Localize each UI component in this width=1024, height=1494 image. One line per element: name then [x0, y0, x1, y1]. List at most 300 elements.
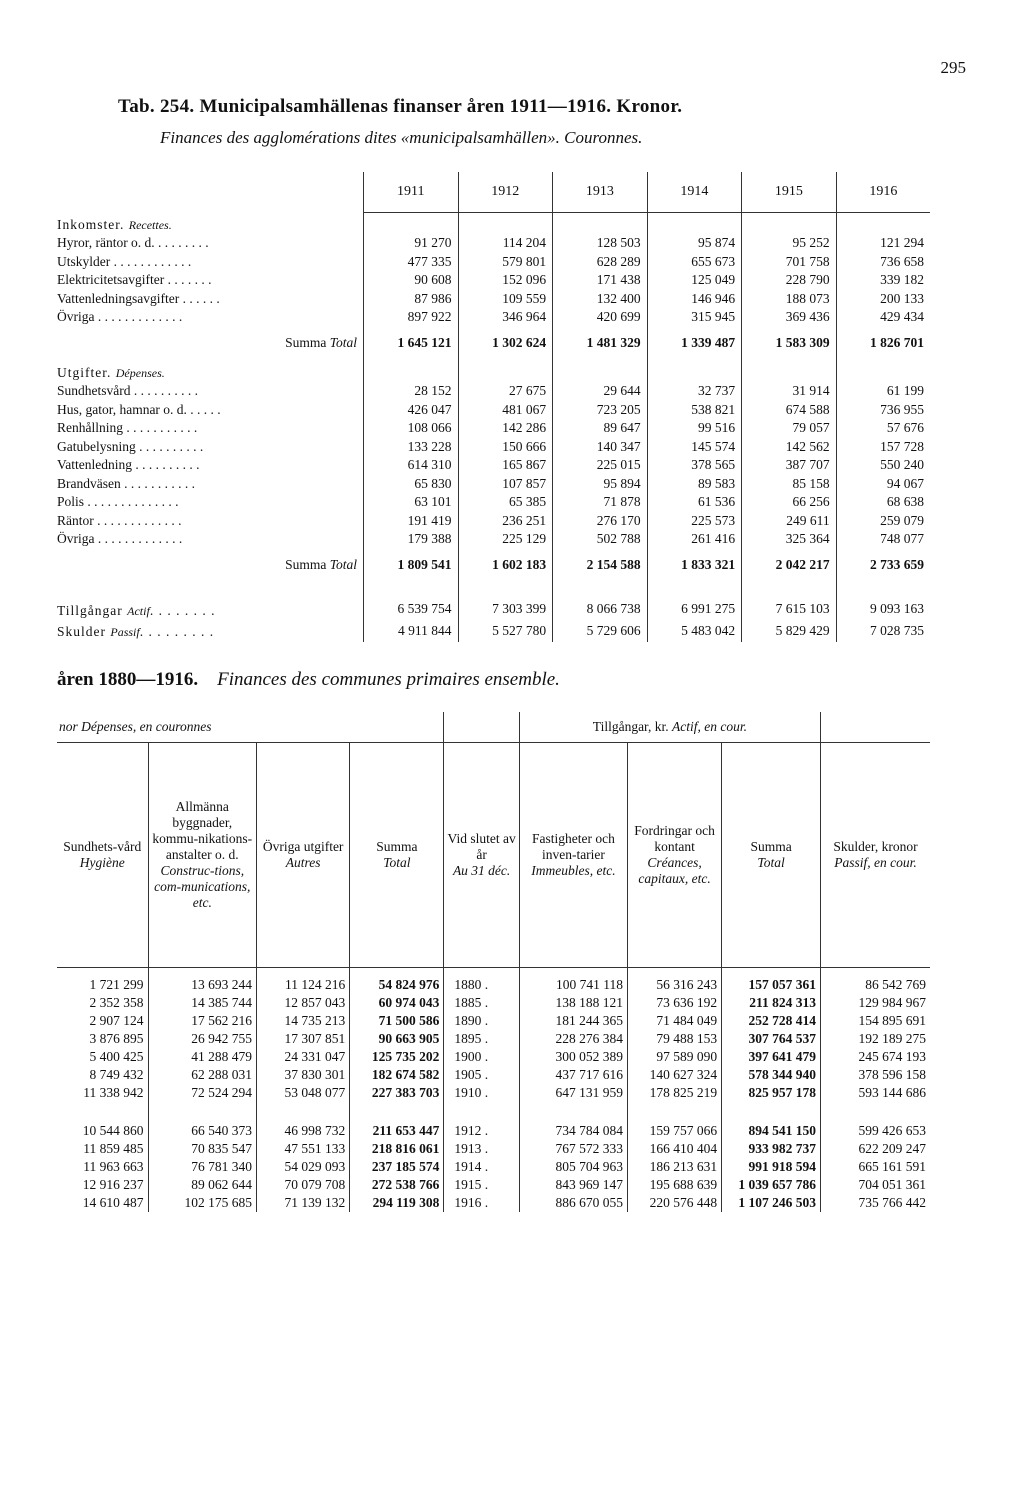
debts-group-header	[820, 712, 930, 743]
value-cell: 8 749 432	[89, 1067, 144, 1082]
spacer-row	[57, 583, 930, 599]
year-cell: 1914 .	[444, 1158, 519, 1176]
column-header-fr: Construc-tions, com-munications, etc.	[154, 863, 251, 910]
value-cell: 655 673	[647, 253, 742, 272]
value-cell: 99 516	[647, 419, 742, 438]
value-cell: 825 957 178	[722, 1084, 821, 1102]
value-cell: 71 484 049	[628, 1012, 722, 1030]
income-heading-label	[57, 213, 364, 235]
value-cell: 704 051 361	[820, 1176, 930, 1194]
spacer	[519, 1102, 627, 1114]
value-cell: 300 052 389	[519, 1048, 627, 1066]
row-label: Elektricitetsavgifter . . . . . . .	[57, 272, 212, 287]
value-cell: 665 161 591	[820, 1158, 930, 1176]
value-cell: 181 244 365	[519, 1012, 627, 1030]
value-cell: 5 829 429	[742, 620, 837, 642]
year-cell: 1912 .	[444, 1114, 519, 1140]
spacer	[444, 1102, 519, 1114]
value-cell: 54 824 976	[350, 968, 444, 995]
year-cell: 1910 .	[444, 1084, 519, 1102]
value-cell: 71 878	[553, 493, 648, 512]
empty-cell	[364, 213, 459, 235]
value-cell: 674 588	[742, 401, 837, 420]
value-cell: 736 658	[836, 253, 930, 272]
value-cell: 378 565	[647, 456, 742, 475]
value-cell: 61 199	[836, 382, 930, 401]
value-cell: 225 573	[647, 512, 742, 531]
row-label: Vattenledningsavgifter . . . . . .	[57, 290, 220, 306]
spacer	[364, 583, 459, 599]
value-cell: 89 647	[553, 419, 648, 438]
table-row	[57, 456, 930, 475]
income-heading-sv: Inkomster.	[57, 216, 125, 232]
value-cell: 56 316 243	[628, 968, 722, 995]
value-cell: 61 536	[647, 493, 742, 512]
total-label: Total	[329, 335, 357, 351]
group-header-row	[57, 712, 930, 743]
value-cell: 736 955	[836, 401, 930, 420]
value-cell: 2 352 358	[89, 995, 144, 1010]
column-header	[350, 743, 444, 968]
table-row	[57, 493, 930, 512]
spacer	[57, 1102, 148, 1114]
table-row	[57, 475, 930, 494]
empty-cell	[364, 361, 459, 383]
expense-total-row-label	[57, 549, 364, 583]
value-cell: 225 129	[458, 530, 553, 549]
value-cell: 805 704 963	[519, 1158, 627, 1176]
value-cell: 133 228	[364, 438, 459, 457]
spacer	[148, 1102, 256, 1114]
empty-cell	[458, 213, 553, 235]
value-cell: 12 857 043	[256, 994, 349, 1012]
column-header	[820, 743, 930, 968]
spacer	[350, 1102, 444, 1114]
value-cell: 211 824 313	[722, 994, 821, 1012]
year-cell: 1905 .	[444, 1066, 519, 1084]
value-cell: 53 048 077	[256, 1084, 349, 1102]
value-cell: 100 741 118	[519, 968, 627, 995]
year-cell: 1890 .	[444, 1012, 519, 1030]
value-cell: 142 562	[742, 438, 837, 457]
value-cell: 138 188 121	[519, 994, 627, 1012]
value-cell: 85 158	[742, 475, 837, 494]
empty-cell	[836, 213, 930, 235]
value-cell: 66 540 373	[148, 1114, 256, 1140]
column-header-sv: Summa	[376, 839, 418, 854]
spacer	[256, 1102, 349, 1114]
value-cell: 11 124 216	[256, 968, 349, 995]
column-header-sv: Vid slutet av år	[447, 831, 516, 862]
value-cell: 307 764 537	[722, 1030, 821, 1048]
column-header-fr: Au 31 déc.	[452, 863, 511, 878]
column-header-fr: Hygiène	[79, 855, 125, 870]
assets-group-header	[519, 712, 820, 743]
table-row	[57, 968, 930, 995]
total-cell: 1 833 321	[647, 549, 742, 583]
value-cell: 886 670 055	[519, 1194, 627, 1212]
table-row	[57, 994, 930, 1012]
table-row	[57, 1140, 930, 1158]
value-cell: 6 991 275	[647, 599, 742, 621]
assets-row-dots: . . . . . . . .	[149, 602, 216, 618]
value-cell: 426 047	[364, 401, 459, 420]
value-cell: 26 942 755	[148, 1030, 256, 1048]
value-cell: 17 562 216	[148, 1012, 256, 1030]
value-cell: 32 737	[647, 382, 742, 401]
value-cell: 102 175 685	[148, 1194, 256, 1212]
value-cell: 114 204	[458, 234, 553, 253]
value-cell: 1 039 657 786	[722, 1176, 821, 1194]
value-cell: 220 576 448	[628, 1194, 722, 1212]
page-number: 295	[940, 58, 966, 77]
value-cell: 91 270	[364, 234, 459, 253]
value-cell: 245 674 193	[820, 1048, 930, 1066]
value-cell: 225 015	[553, 456, 648, 475]
table-row	[57, 382, 930, 401]
expense-heading	[57, 361, 930, 383]
value-cell: 933 982 737	[722, 1140, 821, 1158]
value-cell: 37 830 301	[256, 1066, 349, 1084]
table-row	[57, 1114, 930, 1140]
table-subtitle: Finances des agglomérations dites «municipalsamhällen». Couronnes.	[160, 128, 643, 147]
assets-row-fr: Actif	[127, 603, 150, 618]
value-cell: 477 335	[364, 253, 459, 272]
value-cell: 429 434	[836, 308, 930, 327]
spacer	[553, 583, 648, 599]
value-cell: 186 213 631	[628, 1158, 722, 1176]
debts-row-fr: Passif	[110, 625, 140, 639]
value-cell: 735 766 442	[820, 1194, 930, 1212]
value-cell: 211 653 447	[350, 1114, 444, 1140]
value-cell: 62 288 031	[148, 1066, 256, 1084]
value-cell: 10 544 860	[82, 1123, 144, 1138]
empty-cell	[742, 213, 837, 235]
value-cell: 97 589 090	[628, 1048, 722, 1066]
value-cell: 140 347	[553, 438, 648, 457]
income-heading	[57, 213, 930, 235]
value-cell: 5 527 780	[458, 620, 553, 642]
value-cell: 17 307 851	[256, 1030, 349, 1048]
value-cell: 9 093 163	[836, 599, 930, 621]
value-cell: 237 185 574	[350, 1158, 444, 1176]
column-header-fr: Immeubles, etc.	[531, 863, 616, 878]
spacer	[836, 583, 930, 599]
value-cell: 89 062 644	[148, 1176, 256, 1194]
value-cell: 132 400	[553, 290, 648, 309]
income-total-row	[57, 327, 930, 361]
value-cell: 165 867	[458, 456, 553, 475]
value-cell: 259 079	[836, 512, 930, 531]
value-cell: 107 857	[458, 475, 553, 494]
assets-row-sv: Tillgångar	[57, 602, 123, 618]
value-cell: 159 757 066	[628, 1114, 722, 1140]
value-cell: 1 107 246 503	[722, 1194, 821, 1212]
value-cell: 86 542 769	[820, 968, 930, 995]
value-cell: 195 688 639	[628, 1176, 722, 1194]
value-cell: 90 663 905	[350, 1030, 444, 1048]
spacer	[57, 583, 364, 599]
value-cell: 87 986	[364, 290, 459, 309]
year-header: 1916	[836, 172, 930, 213]
expense-heading-label	[57, 361, 364, 383]
row-label: Gatubelysning . . . . . . . . . .	[57, 438, 204, 454]
value-cell: 27 675	[458, 382, 553, 401]
value-cell: 11 859 485	[83, 1141, 144, 1156]
value-cell: 294 119 308	[350, 1194, 444, 1212]
column-header-fr: Autres	[285, 855, 321, 870]
value-cell: 41 288 479	[148, 1048, 256, 1066]
table-row	[57, 1158, 930, 1176]
value-cell: 11 338 942	[83, 1085, 144, 1100]
column-header	[148, 743, 256, 968]
value-cell: 578 344 940	[722, 1066, 821, 1084]
value-cell: 622 209 247	[820, 1140, 930, 1158]
table-row	[57, 234, 930, 253]
table-row	[57, 308, 930, 327]
value-cell: 593 144 686	[820, 1084, 930, 1102]
column-header	[57, 743, 148, 968]
debts-row-label	[57, 620, 364, 642]
table-title: Tab. 254. Municipalsamhällenas finanser åren 1911—1916. Kronor.	[118, 96, 683, 117]
year-cell: 1885 .	[444, 994, 519, 1012]
table-row	[57, 1176, 930, 1194]
value-cell: 369 436	[742, 308, 837, 327]
spacer	[722, 1102, 821, 1114]
value-cell: 125 735 202	[350, 1048, 444, 1066]
value-cell: 71 500 586	[350, 1012, 444, 1030]
total-label: Total	[329, 557, 357, 573]
value-cell: 66 256	[742, 493, 837, 512]
value-cell: 65 385	[458, 493, 553, 512]
year-header: 1915	[742, 172, 837, 213]
value-cell: 218 816 061	[350, 1140, 444, 1158]
total-cell: 1 481 329	[553, 327, 648, 361]
value-cell: 90 608	[364, 271, 459, 290]
total-cell: 2 733 659	[836, 549, 930, 583]
value-cell: 63 101	[364, 493, 459, 512]
value-cell: 843 969 147	[519, 1176, 627, 1194]
table-row	[57, 271, 930, 290]
value-cell: 200 133	[836, 290, 930, 309]
column-header-sv: Allmänna byggnader, kommu-nikations-anstalter o. d.	[152, 799, 253, 862]
row-label: Hyror, räntor o. d. . . . . . . . .	[57, 235, 209, 250]
debts-row-sv: Skulder	[57, 624, 106, 639]
communes-finance-table	[57, 712, 930, 1212]
table-row	[57, 1194, 930, 1212]
value-cell: 157 728	[836, 438, 930, 457]
value-cell: 502 788	[553, 530, 648, 549]
assets-group-label: Tillgångar, kr.	[592, 719, 669, 734]
value-cell: 599 426 653	[820, 1114, 930, 1140]
total-cell: 1 302 624	[458, 327, 553, 361]
value-cell: 894 541 150	[722, 1114, 821, 1140]
value-cell: 57 676	[836, 419, 930, 438]
value-cell: 145 574	[647, 438, 742, 457]
column-header	[722, 743, 821, 968]
empty-cell	[553, 361, 648, 383]
expense-heading-fr: Dépenses.	[115, 365, 165, 380]
table-row	[57, 1048, 930, 1066]
value-cell: 28 152	[364, 382, 459, 401]
debts-row	[57, 620, 930, 642]
column-header-sv: Skulder, kronor	[833, 839, 918, 854]
assets-row	[57, 599, 930, 621]
year-cell: 1900 .	[444, 1048, 519, 1066]
header-corner	[57, 172, 364, 213]
row-label: Polis . . . . . . . . . . . . . .	[57, 494, 179, 509]
year-header: 1913	[553, 172, 648, 213]
value-cell: 89 583	[647, 475, 742, 494]
table-row	[57, 253, 930, 272]
table-row	[57, 1084, 930, 1102]
value-cell: 47 551 133	[256, 1140, 349, 1158]
value-cell: 550 240	[836, 456, 930, 475]
value-cell: 325 364	[742, 530, 837, 549]
value-cell: 4 911 844	[364, 620, 459, 642]
value-cell: 70 079 708	[256, 1176, 349, 1194]
assets-row-label	[57, 599, 364, 621]
value-cell: 7 615 103	[742, 599, 837, 621]
value-cell: 628 289	[553, 253, 648, 272]
year-cell: 1895 .	[444, 1030, 519, 1048]
value-cell: 73 636 192	[628, 994, 722, 1012]
row-label: Renhållning . . . . . . . . . . .	[57, 420, 198, 435]
value-cell: 5 483 042	[647, 620, 742, 642]
spacer	[820, 1102, 930, 1114]
value-cell: 481 067	[458, 401, 553, 420]
value-cell: 12 916 237	[82, 1177, 144, 1192]
section-title-french: Finances des communes primaires ensemble.	[217, 669, 560, 690]
value-cell: 31 914	[742, 382, 837, 401]
value-cell: 2 907 124	[89, 1013, 144, 1028]
value-cell: 140 627 324	[628, 1066, 722, 1084]
column-header-fr: Total	[383, 855, 411, 870]
value-cell: 71 139 132	[256, 1194, 349, 1212]
value-cell: 420 699	[553, 308, 648, 327]
value-cell: 315 945	[647, 308, 742, 327]
column-header-fr: Créances, capitaux, etc.	[638, 855, 711, 886]
column-header-fr: Total	[757, 855, 785, 870]
value-cell: 14 385 744	[148, 994, 256, 1012]
value-cell: 188 073	[742, 290, 837, 309]
total-cell: 1 602 183	[458, 549, 553, 583]
municipal-finance-table	[57, 172, 930, 642]
value-cell: 178 825 219	[628, 1084, 722, 1102]
value-cell: 95 252	[742, 234, 837, 253]
row-label: Sundhetsvård . . . . . . . . . .	[57, 383, 198, 398]
value-cell: 108 066	[364, 419, 459, 438]
value-cell: 227 383 703	[350, 1084, 444, 1102]
value-cell: 701 758	[742, 253, 837, 272]
value-cell: 157 057 361	[722, 968, 821, 995]
year-cell: 1880 .	[444, 968, 519, 995]
year-header: 1911	[364, 172, 459, 213]
value-cell: 249 611	[742, 512, 837, 531]
value-cell: 128 503	[553, 234, 648, 253]
expense-total-row	[57, 549, 930, 583]
column-header-sv: Sundhets-vård	[63, 839, 142, 854]
value-cell: 95 894	[553, 475, 648, 494]
row-label: Vattenledning . . . . . . . . . .	[57, 457, 200, 472]
year-cell: 1913 .	[444, 1140, 519, 1158]
value-cell: 8 066 738	[553, 599, 648, 621]
expense-heading-sv: Utgifter.	[57, 364, 112, 380]
value-cell: 5 729 606	[553, 620, 648, 642]
column-header-sv: Fastigheter och inven-tarier	[532, 831, 615, 862]
value-cell: 192 189 275	[820, 1030, 930, 1048]
empty-cell	[742, 361, 837, 383]
spacer	[458, 583, 553, 599]
value-cell: 7 303 399	[458, 599, 553, 621]
value-cell: 65 830	[364, 475, 459, 494]
value-cell: 236 251	[458, 512, 553, 531]
value-cell: 150 666	[458, 438, 553, 457]
table-row	[57, 1012, 930, 1030]
value-cell: 179 388	[364, 530, 459, 549]
value-cell: 723 205	[553, 401, 648, 420]
value-cell: 1 721 299	[89, 977, 144, 992]
column-header	[444, 743, 519, 968]
year-cell: 1915 .	[444, 1176, 519, 1194]
value-cell: 11 963 663	[83, 1159, 144, 1174]
value-cell: 46 998 732	[256, 1114, 349, 1140]
summa-label: Summa	[285, 557, 327, 573]
value-cell: 5 400 425	[89, 1049, 144, 1064]
column-header	[519, 743, 627, 968]
value-cell: 7 028 735	[836, 620, 930, 642]
row-label: Räntor . . . . . . . . . . . . .	[57, 512, 182, 528]
year-group-header	[444, 712, 519, 743]
value-cell: 94 067	[836, 475, 930, 494]
empty-cell	[647, 361, 742, 383]
year-header: 1912	[458, 172, 553, 213]
value-cell: 191 419	[364, 512, 459, 531]
value-cell: 228 276 384	[519, 1030, 627, 1048]
value-cell: 346 964	[458, 308, 553, 327]
value-cell: 339 182	[836, 271, 930, 290]
spacer-row	[57, 1102, 930, 1114]
row-label: Brandväsen . . . . . . . . . . .	[57, 475, 195, 491]
summa-label: Summa	[285, 335, 327, 351]
value-cell: 228 790	[742, 271, 837, 290]
column-header-row	[57, 743, 930, 968]
empty-cell	[647, 213, 742, 235]
table-row	[57, 530, 930, 549]
year-cell: 1916 .	[444, 1194, 519, 1212]
row-label: Övriga . . . . . . . . . . . . .	[57, 309, 183, 324]
total-cell: 2 042 217	[742, 549, 837, 583]
value-cell: 142 286	[458, 419, 553, 438]
table-row	[57, 438, 930, 457]
column-header-sv: Fordringar och kontant	[634, 823, 715, 854]
value-cell: 154 895 691	[820, 1012, 930, 1030]
value-cell: 734 784 084	[519, 1114, 627, 1140]
table-row	[57, 290, 930, 309]
value-cell: 13 693 244	[148, 968, 256, 995]
value-cell: 182 674 582	[350, 1066, 444, 1084]
table-row	[57, 1030, 930, 1048]
value-cell: 437 717 616	[519, 1066, 627, 1084]
value-cell: 387 707	[742, 456, 837, 475]
value-cell: 166 410 404	[628, 1140, 722, 1158]
table-row	[57, 1066, 930, 1084]
column-header-sv: Övriga utgifter	[262, 839, 344, 854]
column-header	[628, 743, 722, 968]
spacer	[742, 583, 837, 599]
section-title-years: åren 1880—1916.	[57, 669, 199, 690]
value-cell: 767 572 333	[519, 1140, 627, 1158]
